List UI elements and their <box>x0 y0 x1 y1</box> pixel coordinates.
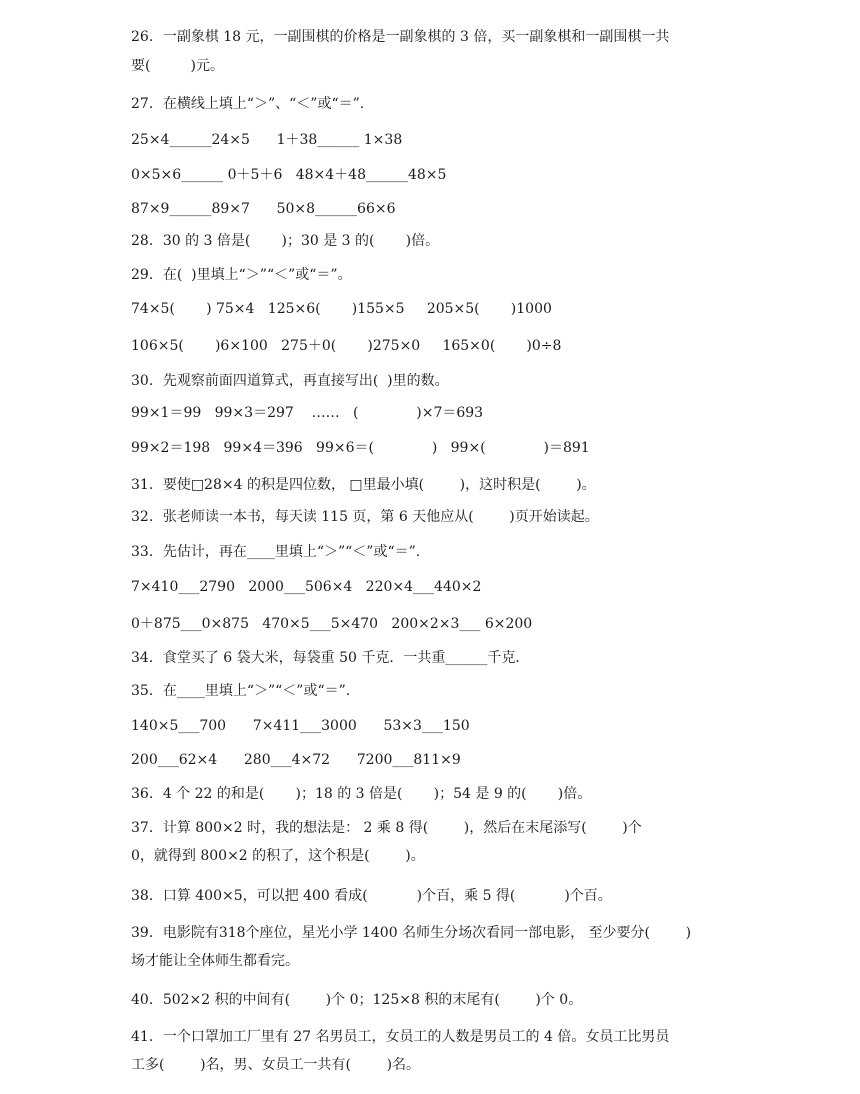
question-40: 40．502×2 积的中间有( )个 0；125×8 积的末尾有( )个 0。 <box>131 992 583 1008</box>
question-39-line-1: 39．电影院有318个座位，星光小学 1400 名师生分场次看同一部电影， 至少要分( ) <box>131 925 692 941</box>
question-27-prompt: 27．在横线上填上“＞”、“＜”或“＝”. <box>131 96 365 112</box>
question-27-row-3: 87×9______89×7 50×8______66×6 <box>131 201 396 217</box>
question-35-row-2: 200___62×4 280___4×72 7200___811×9 <box>131 752 461 768</box>
question-26-line-1: 26．一副象棋 18 元，一副围棋的价格是一副象棋的 3 倍，买一副象棋和一副围棋一共 <box>131 29 670 45</box>
question-30-row-1: 99×1＝99 99×3＝297 …… ( )×7＝693 <box>131 405 484 421</box>
question-37-line-2: 0，就得到 800×2 的积了，这个积是( )。 <box>131 848 425 864</box>
question-34: 34．食堂买了 6 袋大米，每袋重 50 千克．一共重______千克． <box>131 650 530 666</box>
question-38: 38．口算 400×5，可以把 400 看成( )个百，乘 5 得( )个百。 <box>131 888 612 904</box>
question-41-line-1: 41．一个口罩加工厂里有 27 名男员工，女员工的人数是男员工的 4 倍。女员工比男员 <box>131 1029 670 1045</box>
question-33-row-2: 0＋875___0×875 470×5___5×470 200×2×3___ 6×200 <box>131 616 533 632</box>
question-32: 32．张老师读一本书，每天读 115 页，第 6 天他应从( )页开始读起。 <box>131 509 599 525</box>
question-30-row-2: 99×2＝198 99×4＝396 99×6＝( ) 99×( )＝891 <box>131 440 590 456</box>
question-29-row-1: 74×5( ) 75×4 125×6( )155×5 205×5( )1000 <box>131 301 552 317</box>
question-37-line-1: 37．计算 800×2 时，我的想法是： 2 乘 8 得( )，然后在末尾添写( )个 <box>131 820 642 836</box>
question-35-prompt: 35．在____里填上“＞”“＜”或“＝”. <box>131 683 351 699</box>
question-41-line-2: 工多( )名，男、女员工一共有( )名。 <box>131 1057 421 1073</box>
question-26-line-2: 要( )元。 <box>131 58 224 74</box>
question-28: 28．30 的 3 倍是( )；30 是 3 的( )倍。 <box>131 233 440 249</box>
question-27-row-1: 25×4______24×5 1＋38______ 1×38 <box>131 132 403 148</box>
question-30-prompt: 30．先观察前面四道算式，再直接写出( )里的数。 <box>131 373 449 389</box>
question-35-row-1: 140×5___700 7×411___3000 53×3___150 <box>131 718 470 734</box>
question-36: 36．4 个 22 的和是( )；18 的 3 倍是( )；54 是 9 的( )倍。 <box>131 786 592 802</box>
question-29-row-2: 106×5( )6×100 275＋0( )275×0 165×0( )0÷8 <box>131 338 562 354</box>
question-39-line-2: 场才能让全体师生都看完。 <box>131 953 299 969</box>
question-31: 31．要使□28×4 的积是四位数， □里最小填( )，这时积是( )。 <box>131 477 596 493</box>
question-33-row-1: 7×410___2790 2000___506×4 220×4___440×2 <box>131 579 482 595</box>
question-29-prompt: 29．在( )里填上“＞”“＜”或“＝”。 <box>131 267 352 283</box>
question-33-prompt: 33．先估计，再在____里填上“＞”“＜”或“＝”. <box>131 544 421 560</box>
question-27-row-2: 0×5×6______ 0＋5＋6 48×4＋48______48×5 <box>131 167 447 183</box>
